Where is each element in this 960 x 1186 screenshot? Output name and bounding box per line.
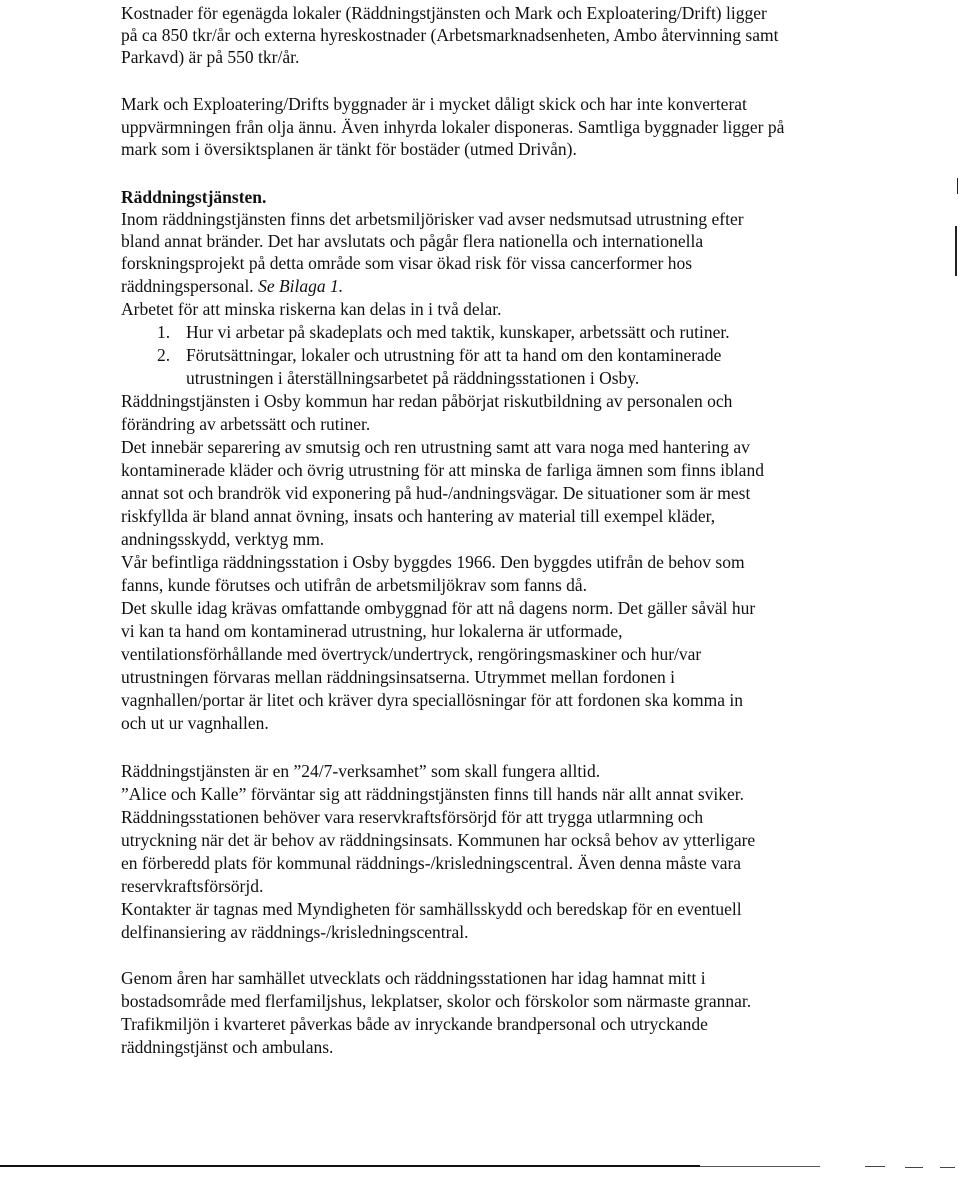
paragraph-line: Parkavd) är på 550 tkr/år.	[121, 47, 300, 67]
paragraph-line: andningsskydd, verktyg mm.	[121, 529, 325, 549]
bottom-rule-dash	[865, 1166, 885, 1167]
bottom-rule-dash	[940, 1167, 955, 1168]
paragraph-line: forskningsprojekt på detta område som visar ökad risk för vissa cancerformer hos	[121, 253, 693, 273]
list-number: 1.	[157, 322, 171, 342]
paragraph-line: ”Alice och Kalle” förväntar sig att räddningstjänsten finns till hands när allt annat sviker.	[121, 784, 745, 804]
bottom-rule-dash	[905, 1167, 923, 1168]
paragraph-line: vagnhallen/portar är litet och kräver dyra speciallösningar för att fordonen ska komma in	[121, 690, 744, 710]
scan-edge-mark	[955, 226, 957, 276]
bottom-rule	[0, 1165, 700, 1167]
paragraph-line: Trafikmiljön i kvarteret påverkas både av inryckande brandpersonal och utryckande	[121, 1014, 708, 1034]
paragraph-line: en förberedd plats för kommunal räddnings-/krisledningscentral. Även denna måste vara	[121, 853, 742, 873]
paragraph-line: Inom räddningstjänsten finns det arbetsmiljörisker vad avser nedsmutsad utrustning efter	[121, 209, 744, 229]
paragraph-line: räddningstjänst och ambulans.	[121, 1037, 334, 1057]
paragraph-line: riskfyllda är bland annat övning, insats och hantering av material till exempel kläder,	[121, 506, 716, 526]
paragraph-line: bland annat bränder. Det har avslutats och pågår flera nationella och internationella	[121, 231, 704, 251]
paragraph-line	[121, 275, 343, 297]
list-number: 2.	[157, 345, 171, 365]
paragraph-line: bostadsområde med flerfamiljshus, lekplatser, skolor och förskolor som närmaste grannar.	[121, 991, 752, 1011]
paragraph-line: ventilationsförhållande med övertryck/undertryck, rengöringsmaskiner och hur/var	[121, 644, 702, 664]
appendix-reference: Se Bilaga 1.	[258, 276, 344, 296]
paragraph-line: annat sot och brandrök vid exponering på hud-/andningsvägar. De situationer som är mest	[121, 483, 751, 503]
paragraph-line: och ut ur vagnhallen.	[121, 713, 269, 733]
paragraph-line: mark som i översiktsplanen är tänkt för bostäder (utmed Drivån).	[121, 139, 577, 159]
bottom-rule-fade	[700, 1166, 820, 1167]
scan-edge-mark	[957, 178, 958, 194]
paragraph-line: Räddningstjänsten är en ”24/7-verksamhet” som skall fungera alltid.	[121, 761, 601, 781]
paragraph-line: reservkraftsförsörjd.	[121, 876, 264, 896]
paragraph-line: Det innebär separering av smutsig och ren utrustning samt att vara noga med hantering av	[121, 437, 750, 457]
list-item: Hur vi arbetar på skadeplats och med taktik, kunskaper, arbetssätt och rutiner.	[186, 322, 730, 342]
list-item: utrustningen i återställningsarbetet på räddningsstationen i Osby.	[186, 368, 640, 388]
paragraph-line: Kostnader för egenägda lokaler (Räddningstjänsten och Mark och Exploatering/Drift) ligger	[121, 3, 767, 23]
paragraph-line: utryckning när det är behov av räddningsinsats. Kommunen har också behov av ytterligare	[121, 830, 756, 850]
list-item: Förutsättningar, lokaler och utrustning för att ta hand om den kontaminerade	[186, 345, 722, 365]
paragraph-line: Vår befintliga räddningsstation i Osby byggdes 1966. Den byggdes utifrån de behov som	[121, 552, 745, 572]
paragraph-line: Genom åren har samhället utvecklats och räddningsstationen har idag hamnat mitt i	[121, 968, 706, 988]
paragraph-line: vi kan ta hand om kontaminerad utrustning, hur lokalerna är utformade,	[121, 621, 623, 641]
paragraph-line: Räddningstjänsten i Osby kommun har redan påbörjat riskutbildning av personalen och	[121, 391, 733, 411]
paragraph-line: Mark och Exploatering/Drifts byggnader är i mycket dåligt skick och har inte konverterat	[121, 94, 747, 114]
paragraph-line: Det skulle idag krävas omfattande ombyggnad för att nå dagens norm. Det gäller såväl hur	[121, 598, 756, 618]
paragraph-line: Räddningsstationen behöver vara reservkraftsförsörjd för att trygga utlarmning och	[121, 807, 704, 827]
paragraph-line: Arbetet för att minska riskerna kan delas in i två delar.	[121, 299, 502, 319]
paragraph-line: på ca 850 tkr/år och externa hyreskostnader (Arbetsmarknadsenheten, Ambo återvinning samt	[121, 25, 779, 45]
paragraph-line: delfinansiering av räddnings-/krisledningscentral.	[121, 922, 469, 942]
paragraph-line: fanns, kunde förutses och utifrån de arbetsmiljökrav som fanns då.	[121, 575, 588, 595]
paragraph-text: räddningspersonal.	[121, 276, 254, 296]
section-heading: Räddningstjänsten.	[121, 187, 267, 207]
paragraph-line: utrustningen förvaras mellan räddningsinsatserna. Utrymmet mellan fordonen i	[121, 667, 676, 687]
paragraph-line: förändring av arbetssätt och rutiner.	[121, 414, 371, 434]
paragraph-line: Kontakter är tagnas med Myndigheten för samhällsskydd och beredskap för en eventuell	[121, 899, 742, 919]
paragraph-line: uppvärmningen från olja ännu. Även inhyrda lokaler disponeras. Samtliga byggnader ligger på	[121, 117, 785, 137]
paragraph-line: kontaminerade kläder och övrig utrustning för att minska de farliga ämnen som finns ibland	[121, 460, 764, 480]
